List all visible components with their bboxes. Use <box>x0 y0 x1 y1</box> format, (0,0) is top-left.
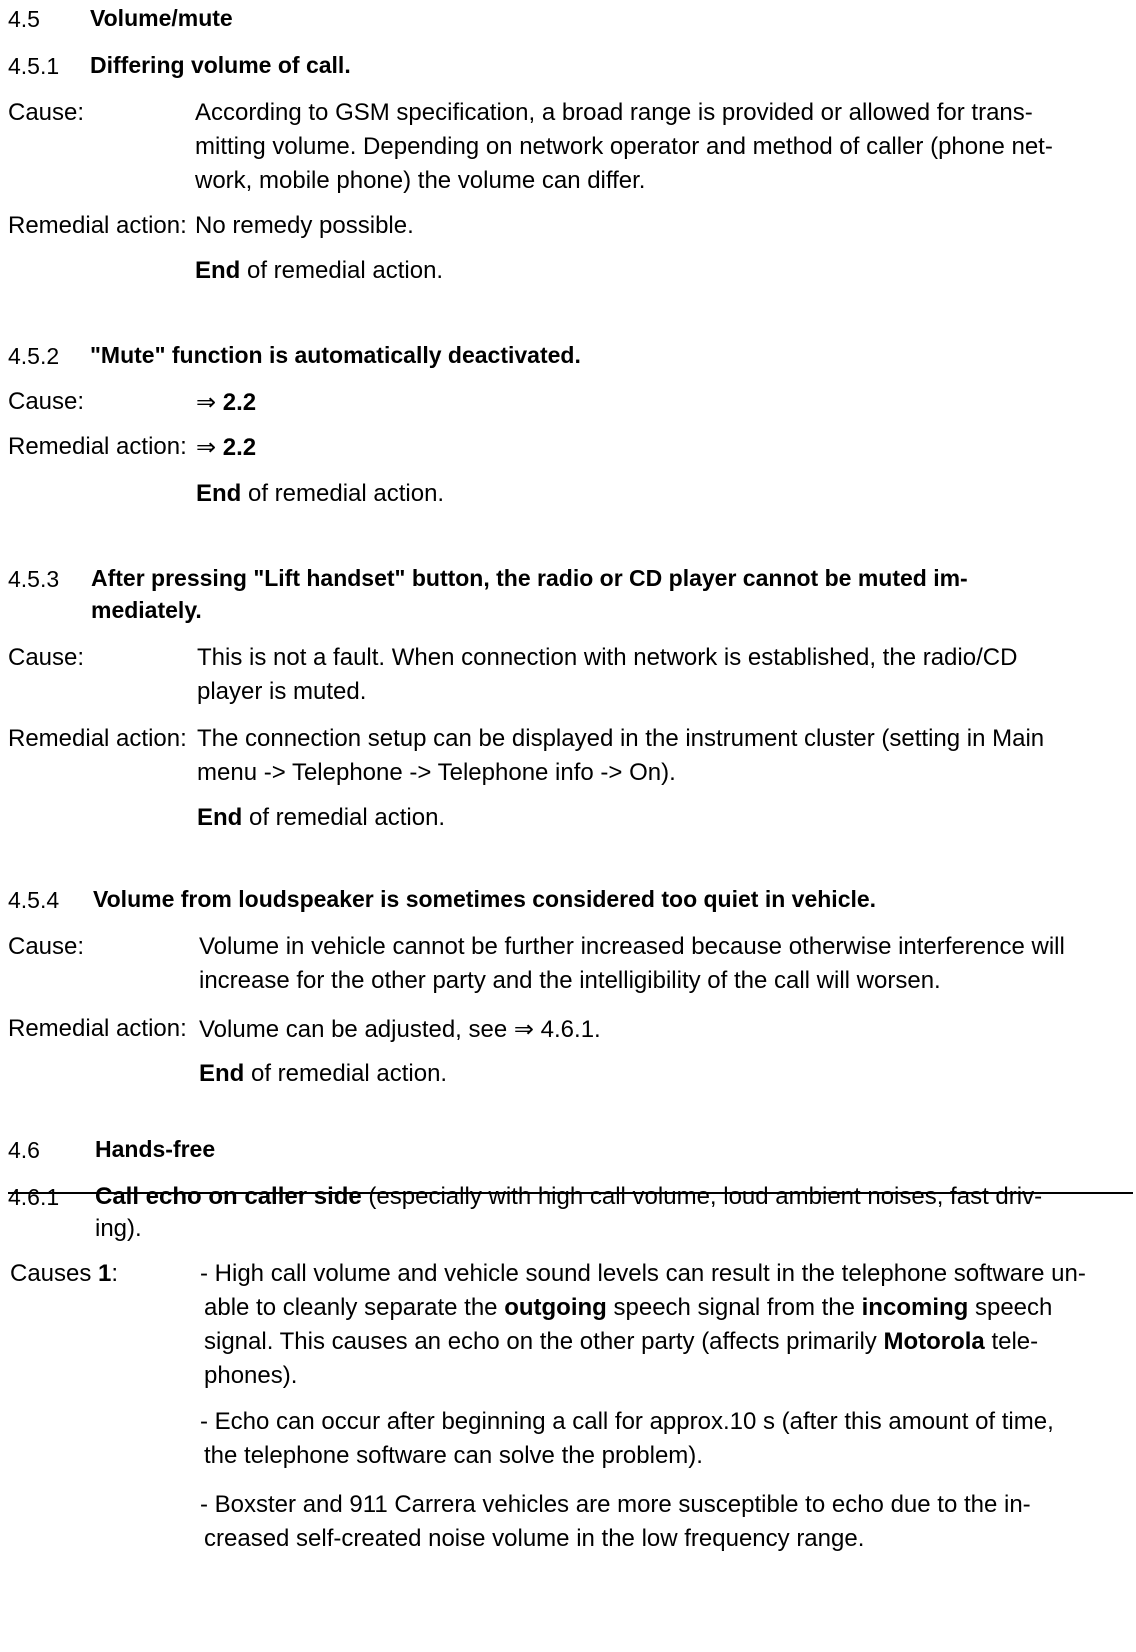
causes-label <box>10 1260 118 1288</box>
end-bold: End <box>199 1060 245 1087</box>
bold-run: incoming <box>861 1294 969 1321</box>
section-number: 4.5 <box>8 6 40 32</box>
cause-label: Cause: <box>8 933 85 960</box>
reference-number: 2.2 <box>222 434 257 461</box>
subsection-number: 4.6.1 <box>8 1184 60 1210</box>
reference-number: 4.6.1. <box>534 1016 601 1043</box>
cause-text-line: This is not a fault. When connection with network is established, the radio/CD <box>197 644 1018 671</box>
subsection-title: Differing volume of call. <box>90 52 351 78</box>
cause-paragraph-line: - High call volume and vehicle sound levels can result in the telephone software un- <box>200 1260 1086 1287</box>
subsection-title-rest: (especially with high call volume, loud ambient noises, fast driv- <box>361 1183 1043 1210</box>
section-title: Volume/mute <box>90 5 233 31</box>
cause-label: Cause: <box>8 388 85 415</box>
section-number: 4.6 <box>8 1137 40 1163</box>
remedy-text-line: The connection setup can be displayed in the instrument cluster (setting in Main <box>197 725 1045 752</box>
end-bold: End <box>197 804 243 831</box>
subsection-title-line <box>95 1183 1042 1211</box>
causes-colon: : <box>111 1260 119 1287</box>
cause-paragraph-line <box>204 1294 1052 1322</box>
subsection-title-line: After pressing "Lift handset" button, the radio or CD player cannot be muted im- <box>91 565 968 591</box>
cause-paragraph-line: the telephone software can solve the problem). <box>204 1442 703 1469</box>
causes-number: 1 <box>98 1260 112 1287</box>
end-rest: of remedial action. <box>242 804 446 831</box>
bold-run: Motorola <box>883 1328 985 1355</box>
remedy-label: Remedial action: <box>8 433 187 460</box>
subsection-number: 4.5.2 <box>8 343 60 369</box>
subsection-title-line: ing). <box>95 1215 142 1242</box>
remedy-label: Remedial action: <box>8 212 187 239</box>
end-rest: of remedial action. <box>240 257 444 284</box>
remedy-text: No remedy possible. <box>195 212 414 239</box>
cause-paragraph-line: - Boxster and 911 Carrera vehicles are more susceptible to echo due to the in- <box>200 1491 1031 1518</box>
cause-text-line: According to GSM specification, a broad range is provided or allowed for trans- <box>195 99 1033 126</box>
text-run: speech signal from the <box>606 1294 862 1321</box>
subsection-title: "Mute" function is automatically deactivated. <box>90 342 581 368</box>
cause-text-line: player is muted. <box>197 678 367 705</box>
cause-reference <box>196 388 256 417</box>
subsection-title-line: mediately. <box>91 597 202 623</box>
end-of-remedy <box>195 257 443 285</box>
cause-text-line: mitting volume. Depending on network operator and method of caller (phone net- <box>195 133 1053 160</box>
cause-paragraph-line: - Echo can occur after beginning a call for approx.10 s (after this amount of time, <box>200 1408 1054 1435</box>
text-run: able to cleanly separate the <box>204 1294 505 1321</box>
remedy-reference <box>196 433 256 462</box>
subsection-number: 4.5.4 <box>8 887 60 913</box>
cause-label: Cause: <box>8 644 85 671</box>
arrow-icon: ⇒ <box>196 434 217 461</box>
text-run: speech <box>968 1294 1053 1321</box>
end-of-remedy <box>199 1060 447 1088</box>
end-rest: of remedial action. <box>241 480 445 507</box>
cause-text-line: Volume in vehicle cannot be further increased because otherwise interference will <box>199 933 1065 960</box>
subsection-number: 4.5.1 <box>8 53 60 79</box>
end-of-remedy <box>197 804 445 832</box>
bold-run: outgoing <box>504 1294 607 1321</box>
cause-paragraph-line: creased self-created noise volume in the low frequency range. <box>204 1525 865 1552</box>
cause-text-line: increase for the other party and the intelligibility of the call will worsen. <box>199 967 941 994</box>
cause-paragraph-line: phones). <box>204 1362 298 1389</box>
text-run: signal. This causes an echo on the other party (affects primarily <box>204 1328 884 1355</box>
remedy-text-main: Volume can be adjusted, see <box>199 1016 514 1043</box>
arrow-icon: ⇒ <box>513 1016 534 1043</box>
cause-paragraph-line <box>204 1328 1038 1356</box>
causes-label-text: Causes <box>10 1260 99 1287</box>
subsection-title-bold: Call echo on caller side <box>95 1183 362 1210</box>
arrow-icon: ⇒ <box>196 389 217 416</box>
remedy-text-line: menu -> Telephone -> Telephone info -> On). <box>197 759 676 786</box>
remedy-text <box>199 1015 601 1044</box>
end-bold: End <box>195 257 241 284</box>
remedy-label: Remedial action: <box>8 1015 187 1042</box>
remedy-label: Remedial action: <box>8 725 187 752</box>
end-bold: End <box>196 480 242 507</box>
end-of-remedy <box>196 480 444 508</box>
subsection-number: 4.5.3 <box>8 566 60 592</box>
end-rest: of remedial action. <box>244 1060 448 1087</box>
text-run: tele- <box>984 1328 1039 1355</box>
cause-label: Cause: <box>8 99 85 126</box>
cause-text-line: work, mobile phone) the volume can differ. <box>195 167 646 194</box>
subsection-title: Volume from loudspeaker is sometimes considered too quiet in vehicle. <box>93 886 877 912</box>
section-title: Hands-free <box>95 1136 216 1162</box>
reference-number: 2.2 <box>222 389 257 416</box>
